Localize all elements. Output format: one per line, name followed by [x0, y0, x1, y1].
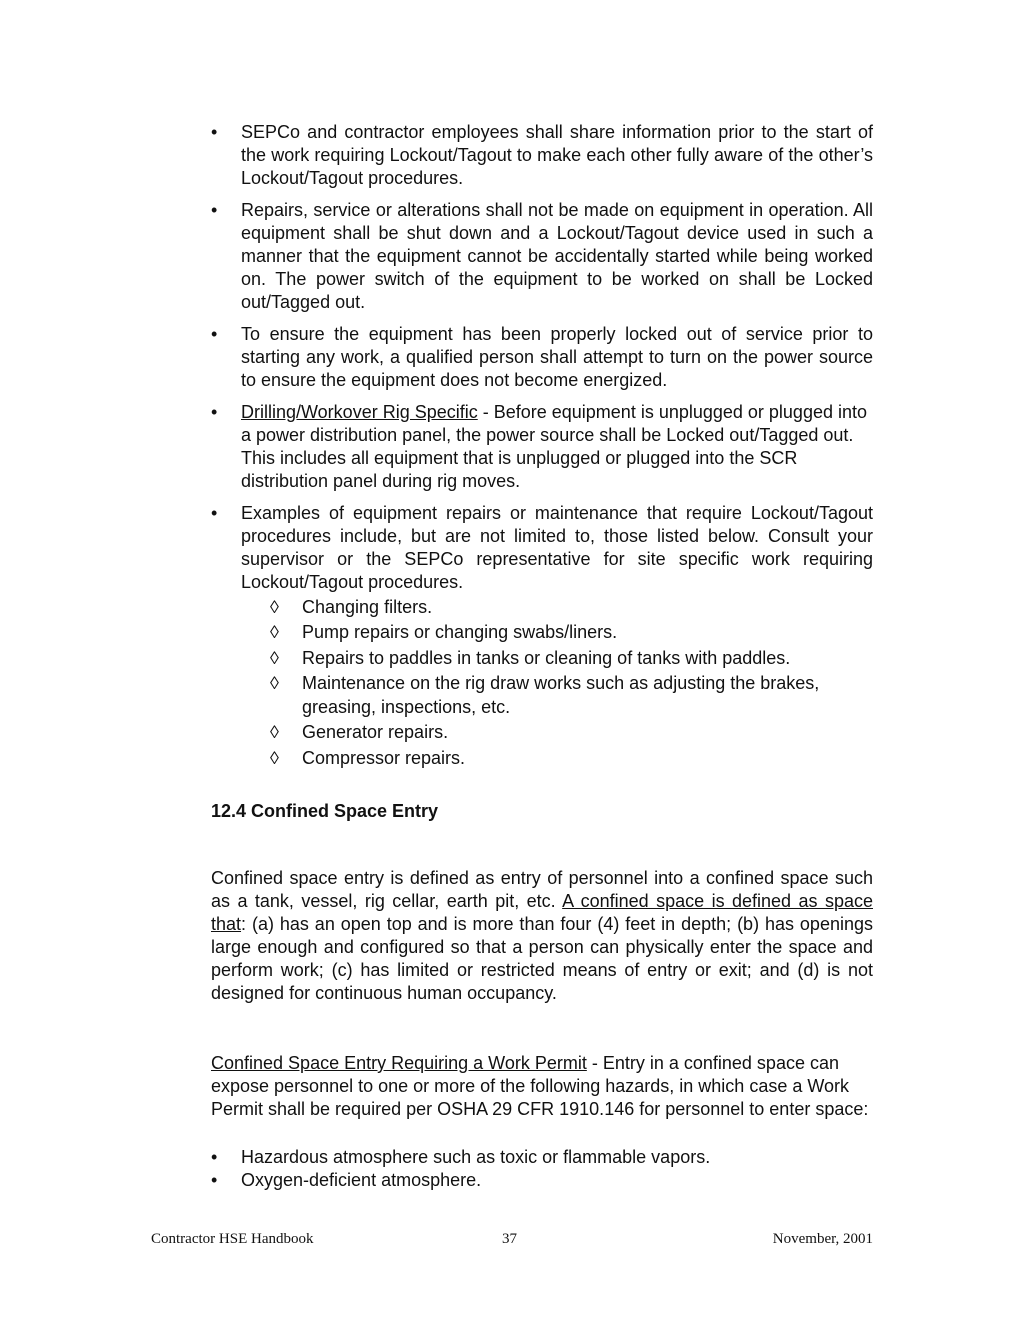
footer-date: November, 2001: [772, 1231, 873, 1247]
diamond-glyph: ◊: [270, 622, 279, 643]
hazard-list: [211, 1146, 873, 1192]
bullet-glyph: •: [211, 402, 218, 422]
diamond-glyph: ◊: [270, 722, 279, 743]
work-permit-label: Confined Space Entry Requiring a Work Permit: [211, 1053, 587, 1073]
example-item-text: Repairs to paddles in tanks or cleaning of tanks with paddles.: [302, 647, 791, 668]
list-item: [211, 1146, 873, 1169]
list-item: [211, 323, 873, 392]
example-item: [270, 720, 873, 744]
confined-space-definition: [211, 867, 873, 1005]
diamond-glyph: ◊: [270, 647, 279, 668]
definition-criteria: : (a) has an open top and is more than four (4) feet in depth; (b) has openings large enough and configured so that a person can physically enter the space and perform work; (c) has limited or restricted means of entry or exit; and (d) is not designed for continuous human occupancy.: [211, 914, 873, 1003]
bullet-glyph: •: [211, 324, 218, 344]
list-item-text: [241, 401, 873, 493]
definition-text: Confined space entry is defined as entry of personnel into a confined space such as a tank, vessel, rig cellar, earth pit, etc.: [211, 868, 873, 911]
lockout-bullet-list: [211, 121, 873, 770]
example-item-text: Pump repairs or changing swabs/liners.: [302, 622, 618, 643]
diamond-glyph: ◊: [270, 597, 279, 617]
diamond-glyph: ◊: [270, 747, 279, 768]
bullet-glyph: •: [211, 1147, 218, 1167]
example-item-text: Generator repairs.: [302, 722, 449, 743]
footer-title: Contractor HSE Handbook: [151, 1231, 314, 1247]
diamond-glyph: ◊: [270, 672, 279, 693]
list-item: [211, 199, 873, 314]
example-item: [270, 646, 873, 670]
examples-intro: Examples of equipment repairs or maintenance that require Lockout/Tagout procedures include, but are not limited to, those listed below. Consult your supervisor or the SEPCo representative for site specific work requiring Lockout/Tagout procedures.: [241, 503, 873, 592]
example-item-text: Changing filters.: [302, 597, 433, 617]
section-heading: 12.4 Confined Space Entry: [211, 801, 439, 821]
example-item-text: Compressor repairs.: [302, 747, 466, 768]
footer-page-number: 37: [502, 1231, 517, 1247]
list-item: [211, 1169, 873, 1192]
work-permit-paragraph: [211, 1052, 873, 1121]
example-item: [270, 620, 873, 644]
example-item: [270, 595, 873, 619]
list-item-text: Repairs, service or alterations shall not be made on equipment in operation. All equipment shall be shut down and a Lockout/Tagout device used in such a manner that the equipment cannot be accidentally started while being worked on. The power switch of the equipment to be worked on shall be Locked out/Tagged out.: [241, 200, 873, 312]
bullet-glyph: •: [211, 1170, 218, 1190]
bullet-glyph: •: [211, 503, 218, 523]
rig-specific-label: Drilling/Workover Rig Specific: [241, 402, 478, 422]
rig-specific-text: - Before equipment is unplugged or plugged into a power distribution panel, the power source shall be Locked out/Tagged out. This includes all equipment that is unplugged or plugged into the SCR distribution panel during rig moves.: [241, 402, 868, 491]
list-item-rig-specific: [211, 401, 873, 493]
bullet-glyph: •: [211, 200, 218, 220]
hazard-text: Oxygen-deficient atmosphere.: [241, 1170, 482, 1190]
list-item-examples: [211, 502, 873, 594]
hazard-text: Hazardous atmosphere such as toxic or flammable vapors.: [241, 1147, 711, 1167]
example-item: [270, 671, 873, 720]
list-item-text: To ensure the equipment has been properly locked out of service prior to starting any work, a qualified person shall attempt to turn on the power source to ensure the equipment does not become energized.: [241, 324, 873, 390]
bullet-glyph: •: [211, 122, 218, 142]
list-item-text: SEPCo and contractor employees shall share information prior to the start of the work requiring Lockout/Tagout to make each other fully aware of the other’s Lockout/Tagout procedures.: [241, 122, 873, 188]
example-item-text: Maintenance on the rig draw works such as adjusting the brakes, greasing, inspections, etc.: [302, 672, 820, 718]
list-item: [211, 121, 873, 190]
example-item: [270, 746, 873, 770]
definition-underlined: A confined space is defined as space that: [211, 891, 873, 934]
work-permit-text: - Entry in a confined space can expose personnel to one or more of the following hazards, in which case a Work Permit shall be required per OSHA 29 CFR 1910.146 for personnel to enter space:: [211, 1053, 869, 1119]
